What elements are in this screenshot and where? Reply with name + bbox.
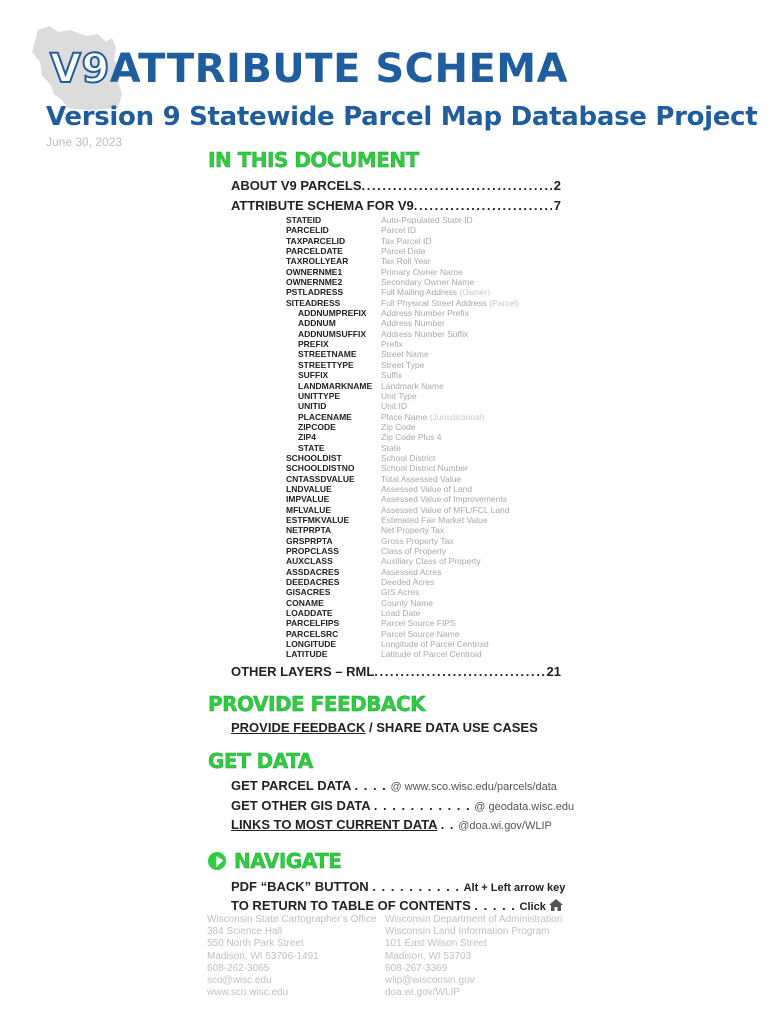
field-row [286,308,519,318]
field-description [381,381,444,391]
field-description [381,598,433,608]
links-current-data-label[interactable]: LINKS TO MOST CURRENT DATA [231,817,438,832]
field-row [286,546,519,556]
field-name: UNITTYPE [298,390,341,401]
field-description-text: Street Type [381,359,425,370]
field-description [381,608,420,618]
back-shortcut-keys: Alt + Left arrow key [463,882,566,894]
field-row [286,598,519,608]
publish-date: June 30, 2023 [46,135,123,149]
footer-line: 608-267-3369 [385,962,448,974]
field-name: CONAME [286,597,324,608]
field-row [286,494,519,504]
field-name: ADDNUMSUFFIX [298,328,366,339]
pdf-back-line [231,879,565,894]
footer-line: 608-262-3065 [207,962,270,974]
field-description [381,360,424,370]
field-row [286,567,519,577]
leader-dots: . . . . . . . . . . [372,879,460,894]
field-description-text: Class of Property [381,546,447,556]
field-description-text: Longitude of Parcel Centroid [381,639,489,650]
field-name: LANDMARKNAME [298,380,373,391]
field-row [286,484,519,494]
field-row [286,556,519,566]
field-description [381,494,507,504]
field-name: ESTFMKVALUE [286,514,350,525]
footer-line: sco@wisc.edu [207,975,272,987]
field-row [286,422,519,432]
field-row [286,267,519,277]
field-name: LATITUDE [286,649,328,660]
field-description [381,443,401,453]
field-row [286,443,519,453]
get-parcel-data-label: GET PARCEL DATA [231,778,351,793]
field-row [286,432,519,442]
field-name: ASSDACRES [286,566,340,577]
field-name: ADDNUMPREFIX [298,308,367,319]
field-description [381,370,402,380]
field-name: PROPCLASS [286,546,339,556]
links-current-data-line[interactable] [231,817,552,832]
toc-entry-label: OTHER LAYERS – RML [231,664,375,679]
field-name: TAXPARCELID [286,235,346,246]
field-description-text: School District [381,452,436,463]
field-description [381,587,419,597]
field-row [286,649,519,659]
field-description [381,422,416,432]
field-description [381,412,484,422]
field-description-text: Gross Property Tax [381,535,454,546]
field-row [286,360,519,370]
field-name: SCHOOLDISTNO [286,463,355,474]
field-note: (Owner) [459,287,491,298]
field-description-text: Auxiliary Class of Property [381,556,481,567]
field-description-text: Parcel Source FIPS [381,618,456,629]
field-row [286,215,519,225]
field-note: (Jurisdictional) [429,411,485,422]
field-description-text: Place Name [381,411,428,422]
get-gis-data-label: GET OTHER GIS DATA [231,798,371,813]
field-description-text: County Name [381,597,433,608]
field-name: STATE [298,442,325,453]
provide-feedback-link[interactable]: PROVIDE FEEDBACK [231,720,366,735]
page-subtitle: Version 9 Statewide Parcel Map Database Project [46,102,758,132]
field-description-text: Unit ID [381,401,407,412]
toc-page-number: 21 [546,664,561,679]
field-row [286,587,519,597]
field-note: (Parcel) [489,297,519,308]
return-toc-line [231,898,563,913]
get-other-gis-data-line[interactable] [231,798,574,813]
field-name: GRSPRPTA [286,535,333,546]
toc-leader [362,178,552,193]
share-data-text: / SHARE DATA USE CASES [365,720,538,735]
field-row [286,412,519,422]
field-row [286,608,519,618]
field-description [381,287,490,297]
field-description [381,453,435,463]
return-toc-label: TO RETURN TO TABLE OF CONTENTS [231,898,471,913]
field-row [286,453,519,463]
field-description-text: Load Date [381,608,421,619]
footer-line: Wisconsin Department of Administration [385,914,563,925]
field-row [286,298,519,308]
field-description-text: GIS Acres [381,587,420,598]
field-row [286,277,519,287]
field-description [381,629,459,639]
field-description-text: Assessed Value of Improvements [381,494,507,505]
footer-line: 550 North Park Street [207,938,304,950]
field-list [286,215,519,660]
field-row [286,256,519,266]
field-description-text: Parcel Date [381,246,426,257]
field-description-text: Prefix [381,339,403,350]
field-name: LONGITUDE [286,639,337,650]
field-description [381,618,456,628]
field-name: DEEDACRES [286,577,340,588]
field-name: TAXROLLYEAR [286,256,349,267]
field-description-text: Full Physical Street Address [381,297,487,308]
field-name: STREETNAME [298,349,357,360]
field-description [381,639,489,649]
field-name: MFLVALUE [286,504,332,515]
field-name: GISACRES [286,587,331,598]
field-description-text: State [381,442,401,453]
field-row [286,577,519,587]
field-description-text: Suffix [381,370,403,381]
field-description-text: Address Number Suffix [381,328,469,339]
toc-page-number: 2 [553,178,561,193]
wlip-url[interactable]: @doa.wi.gov/WLIP [458,820,552,832]
field-row [286,525,519,535]
field-name: STREETTYPE [298,359,354,370]
field-row [286,515,519,525]
field-row [286,618,519,628]
title-text: ATTRIBUTE SCHEMA [109,46,569,92]
field-description [381,298,519,308]
field-row [286,474,519,484]
field-description-text: Net Property Tax [381,525,445,536]
gis-data-url[interactable]: @ geodata.wisc.edu [474,801,575,813]
field-description [381,484,472,494]
field-name: PREFIX [298,339,329,350]
field-row [286,287,519,297]
field-name: SITEADRESS [286,297,341,308]
field-description-text: Primary Owner Name [381,266,463,277]
field-description [381,546,446,556]
field-description-text: Latitude of Parcel Centroid [381,649,482,660]
pdf-back-label: PDF “BACK” BUTTON [231,879,369,894]
toc-entry-about[interactable] [231,178,561,193]
field-description [381,432,441,442]
field-description [381,215,473,225]
field-row [286,639,519,649]
field-row [286,391,519,401]
field-name: PARCELID [286,225,329,236]
toc-leader [414,198,552,213]
field-row [286,236,519,246]
field-description [381,236,432,246]
field-description-text: Unit Type [381,390,417,401]
field-name: ZIP4 [298,432,316,443]
field-description [381,391,417,401]
click-text: Click [519,901,546,913]
field-row [286,401,519,411]
field-description [381,474,461,484]
toc-entry-label: ABOUT V9 PARCELS [231,178,362,193]
field-name: SUFFIX [298,370,329,381]
field-description-text: Parcel Source Name [381,628,460,639]
field-row [286,329,519,339]
field-description [381,256,431,266]
parcel-data-url[interactable]: @ www.sco.wisc.edu/parcels/data [390,781,557,793]
field-name: PLACENAME [298,411,352,422]
leader-dots: . . . . . [474,898,516,913]
toc-leader [374,664,544,679]
field-description-text: Estimated Fair Market Value [381,514,488,525]
field-description [381,525,444,535]
field-description [381,267,463,277]
field-description-text: Zip Code Plus 4 [381,432,442,443]
field-row [286,505,519,515]
toc-entry-schema[interactable] [231,198,561,213]
footer-sco-contact [207,914,377,999]
field-name: LNDVALUE [286,483,332,494]
field-description [381,339,403,349]
field-row [286,246,519,256]
field-row [286,536,519,546]
field-name: SCHOOLDIST [286,452,342,463]
leader-dots: . . . . . . . . . . . [373,798,471,813]
field-name: CNTASSDVALUE [286,473,355,484]
navigate-arrow-icon [208,852,226,870]
field-description-text: Assessed Value of Land [381,483,473,494]
toc-entry-label: ATTRIBUTE SCHEMA FOR V9 [231,198,414,213]
field-description-text: Secondary Owner Name [381,277,475,288]
field-name: UNITID [298,401,327,412]
field-description [381,225,416,235]
page-title [50,46,568,92]
toc-entry-other-layers[interactable] [231,664,561,679]
field-name: ADDNUM [298,318,336,329]
field-description [381,349,429,359]
field-description-text: Street Name [381,349,429,360]
leader-dots: . . [440,817,455,832]
footer-line: 384 Science Hall [207,926,283,938]
footer-doa-contact [385,914,562,999]
field-description-text: Address Number [381,318,445,329]
toc-page-number: 7 [553,198,561,213]
field-name: PARCELSRC [286,628,339,639]
field-description-text: School District Number [381,463,468,474]
footer-line: Madison, WI 53706-1491 [207,950,319,962]
home-icon[interactable] [549,899,563,911]
field-description-text: Landmark Name [381,380,444,391]
field-name: OWNERNME1 [286,266,343,277]
in-this-document-heading: IN THIS DOCUMENT [208,148,419,172]
field-description [381,463,468,473]
footer-line: doa.wi.gov/WLIP [385,987,461,999]
field-name: OWNERNME2 [286,277,343,288]
field-description-text: Assessed Acres [381,566,442,577]
field-name: LOADDATE [286,608,333,619]
field-description-text: Zip Code [381,421,416,432]
get-parcel-data-line[interactable] [231,778,557,793]
field-description-text: Assessed Value of MFL/FCL Land [381,504,510,515]
field-description-text: Full Mailing Address [381,287,458,298]
field-name: PSTLADRESS [286,287,344,298]
field-name: PARCELDATE [286,246,343,257]
field-description [381,318,445,328]
field-description-text: Deeded Acres [381,577,435,588]
field-description [381,577,434,587]
leader-dots: . . . . [354,778,387,793]
field-description [381,649,482,659]
footer-line: www.sco.wisc.edu [207,987,289,999]
field-description [381,505,510,515]
field-description-text: Parcel ID [381,225,416,236]
footer-line: Wisconsin Land Information Program [385,926,550,938]
field-row [286,339,519,349]
field-description-text: Tax Parcel ID [381,235,432,246]
field-row [286,629,519,639]
field-description-text: Auto-Populated State ID [381,215,473,225]
field-description [381,556,481,566]
field-name: STATEID [286,215,322,225]
footer-line: Madison, WI 53703 [385,950,472,962]
field-row [286,463,519,473]
provide-feedback-heading: PROVIDE FEEDBACK [208,692,426,716]
field-row [286,349,519,359]
field-description-text: Total Assessed Value [381,473,462,484]
navigate-heading-text: NAVIGATE [234,849,342,873]
field-description [381,329,468,339]
field-name: AUXCLASS [286,556,333,567]
field-name: NETPRPTA [286,525,332,536]
field-description [381,277,474,287]
field-description [381,308,469,318]
get-data-heading: GET DATA [208,749,313,773]
field-row [286,370,519,380]
footer-line: Wisconsin State Cartographer’s Office [207,914,377,925]
footer-line: 101 East Wilson Street [385,938,487,950]
field-row [286,318,519,328]
feedback-line [231,720,538,735]
field-row [286,381,519,391]
navigate-heading [208,849,341,873]
field-description [381,246,425,256]
footer-line: wlip@wisconsin.gov [385,975,475,987]
field-description [381,567,441,577]
field-name: ZIPCODE [298,421,336,432]
field-name: IMPVALUE [286,494,330,505]
field-description [381,515,488,525]
field-description-text: Address Number Prefix [381,308,469,319]
field-description [381,536,454,546]
title-v9: V9 [50,46,110,92]
field-description [381,401,407,411]
field-row [286,225,519,235]
field-description-text: Tax Roll Year [381,256,431,267]
field-name: PARCELFIPS [286,618,340,629]
